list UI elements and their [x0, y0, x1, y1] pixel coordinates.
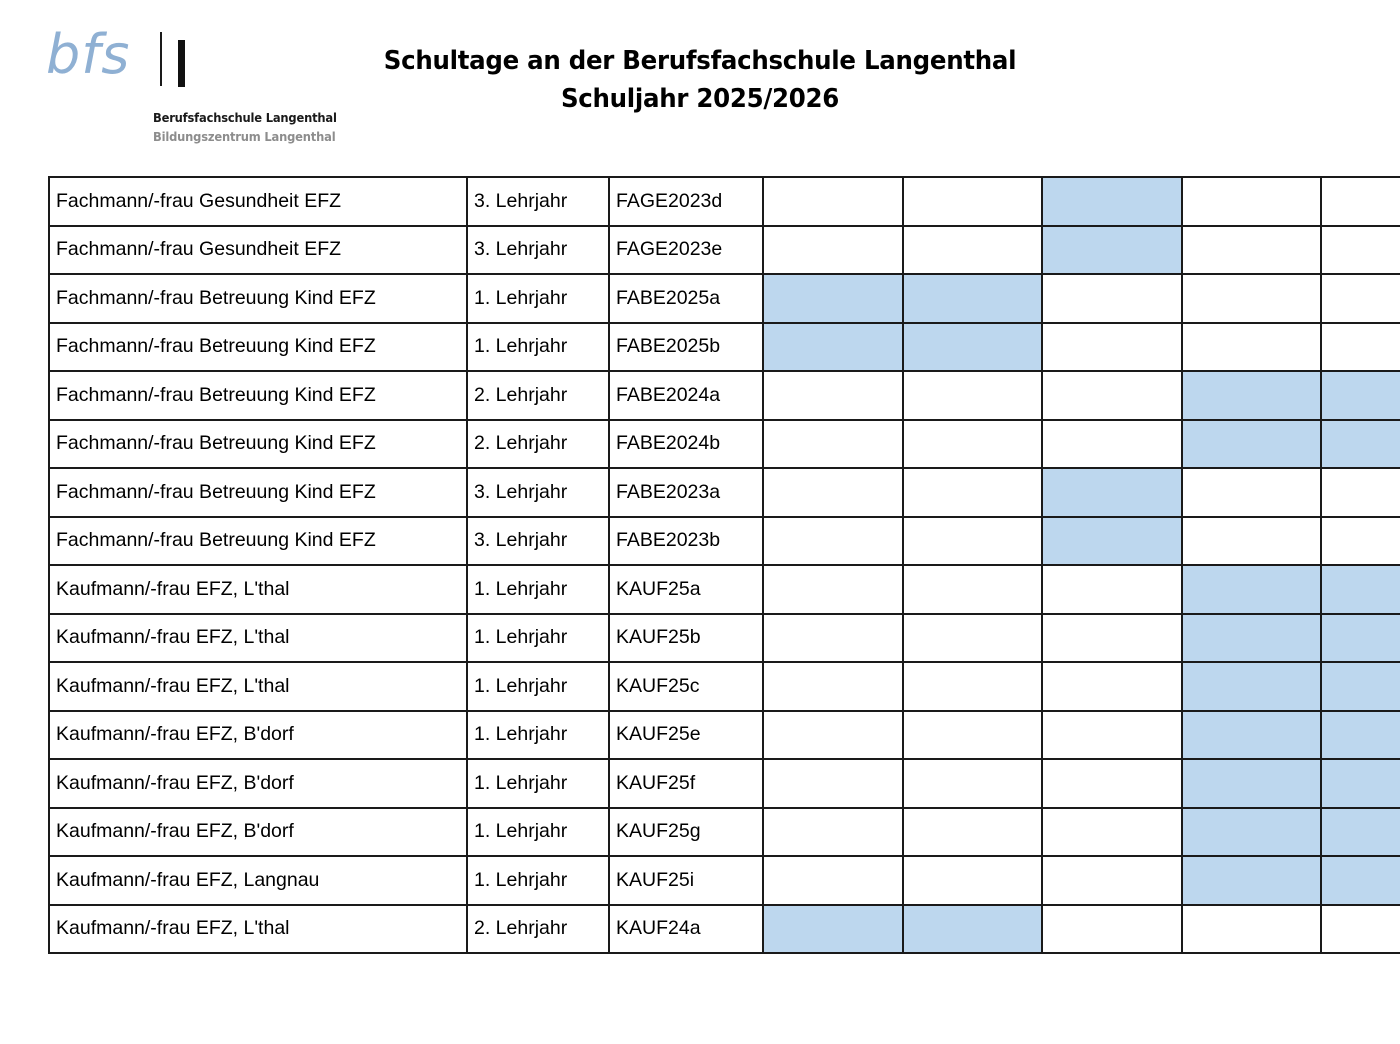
cell-schultag-empty — [903, 614, 1043, 663]
cell-schultag-empty — [1042, 420, 1182, 469]
cell-klasse: FAGE2023e — [609, 226, 763, 275]
cell-schultag-empty — [1321, 323, 1400, 372]
cell-schultag-empty — [903, 856, 1043, 905]
cell-schultag-empty — [903, 565, 1043, 614]
table-row — [49, 371, 1400, 420]
cell-schultag-marked — [1182, 711, 1322, 760]
cell-beruf: Fachmann/-frau Betreuung Kind EFZ — [49, 274, 467, 323]
cell-schultag-empty — [1042, 759, 1182, 808]
cell-beruf: Kaufmann/-frau EFZ, B'dorf — [49, 759, 467, 808]
cell-lehrjahr: 1. Lehrjahr — [467, 662, 609, 711]
cell-schultag-empty — [1042, 905, 1182, 954]
table-row — [49, 517, 1400, 566]
cell-klasse: FABE2023a — [609, 468, 763, 517]
cell-lehrjahr: 2. Lehrjahr — [467, 420, 609, 469]
table-row — [49, 711, 1400, 760]
cell-schultag-empty — [763, 711, 903, 760]
cell-schultag-marked — [1182, 565, 1322, 614]
cell-lehrjahr: 1. Lehrjahr — [467, 323, 609, 372]
cell-schultag-marked — [1321, 420, 1400, 469]
cell-schultag-marked — [1042, 517, 1182, 566]
cell-schultag-empty — [1042, 274, 1182, 323]
table-row — [49, 856, 1400, 905]
cell-schultag-empty — [903, 420, 1043, 469]
cell-schultag-marked — [1042, 177, 1182, 226]
table-row — [49, 662, 1400, 711]
cell-klasse: FABE2025b — [609, 323, 763, 372]
cell-klasse: KAUF25e — [609, 711, 763, 760]
cell-lehrjahr: 3. Lehrjahr — [467, 468, 609, 517]
cell-schultag-empty — [763, 565, 903, 614]
cell-beruf: Fachmann/-frau Betreuung Kind EFZ — [49, 323, 467, 372]
bfs-logo — [40, 23, 337, 146]
cell-beruf: Kaufmann/-frau EFZ, Langnau — [49, 856, 467, 905]
cell-schultag-marked — [1042, 226, 1182, 275]
cell-schultag-marked — [763, 905, 903, 954]
cell-beruf: Fachmann/-frau Gesundheit EFZ — [49, 177, 467, 226]
cell-schultag-empty — [1042, 614, 1182, 663]
cell-schultag-marked — [903, 905, 1043, 954]
table-row — [49, 759, 1400, 808]
cell-schultag-empty — [903, 662, 1043, 711]
cell-schultag-marked — [1182, 662, 1322, 711]
cell-schultag-marked — [1321, 808, 1400, 857]
schedule-table-body — [49, 177, 1400, 953]
cell-schultag-empty — [1182, 323, 1322, 372]
table-row — [49, 226, 1400, 275]
cell-schultag-marked — [1321, 856, 1400, 905]
cell-schultag-empty — [1321, 177, 1400, 226]
logo-school-name: Berufsfachschule Langenthal — [153, 110, 337, 125]
table-row — [49, 808, 1400, 857]
cell-schultag-empty — [763, 177, 903, 226]
cell-schultag-empty — [1321, 274, 1400, 323]
cell-schultag-marked — [763, 274, 903, 323]
cell-schultag-empty — [1321, 905, 1400, 954]
schedule-table — [48, 176, 1400, 954]
cell-klasse: KAUF25b — [609, 614, 763, 663]
cell-schultag-empty — [763, 226, 903, 275]
cell-lehrjahr: 1. Lehrjahr — [467, 808, 609, 857]
logo-thin-bar-icon — [160, 32, 162, 86]
cell-lehrjahr: 1. Lehrjahr — [467, 274, 609, 323]
cell-schultag-marked — [763, 323, 903, 372]
cell-lehrjahr: 2. Lehrjahr — [467, 371, 609, 420]
cell-lehrjahr: 1. Lehrjahr — [467, 711, 609, 760]
cell-schultag-empty — [1042, 565, 1182, 614]
cell-beruf: Fachmann/-frau Betreuung Kind EFZ — [49, 371, 467, 420]
cell-schultag-marked — [903, 274, 1043, 323]
cell-schultag-marked — [1182, 808, 1322, 857]
table-row — [49, 420, 1400, 469]
cell-lehrjahr: 1. Lehrjahr — [467, 565, 609, 614]
cell-schultag-empty — [1182, 905, 1322, 954]
cell-schultag-empty — [1182, 274, 1322, 323]
cell-schultag-marked — [1182, 371, 1322, 420]
cell-klasse: FABE2023b — [609, 517, 763, 566]
cell-beruf: Kaufmann/-frau EFZ, L'thal — [49, 565, 467, 614]
cell-schultag-empty — [1182, 177, 1322, 226]
cell-beruf: Kaufmann/-frau EFZ, L'thal — [49, 905, 467, 954]
cell-schultag-marked — [1182, 614, 1322, 663]
cell-schultag-empty — [903, 517, 1043, 566]
cell-klasse: FABE2025a — [609, 274, 763, 323]
cell-beruf: Fachmann/-frau Betreuung Kind EFZ — [49, 420, 467, 469]
cell-schultag-empty — [1042, 662, 1182, 711]
schedule-table-container — [48, 176, 1348, 954]
cell-schultag-empty — [903, 371, 1043, 420]
cell-schultag-empty — [903, 468, 1043, 517]
cell-schultag-empty — [903, 808, 1043, 857]
page-header — [0, 0, 1400, 160]
cell-schultag-marked — [1321, 759, 1400, 808]
cell-schultag-marked — [1321, 662, 1400, 711]
page-title — [340, 42, 1060, 118]
cell-schultag-empty — [1182, 226, 1322, 275]
table-row — [49, 905, 1400, 954]
page-title-line-2: Schuljahr 2025/2026 — [560, 84, 840, 114]
cell-schultag-empty — [763, 420, 903, 469]
page-title-line-1: Schultage an der Berufsfachschule Langenthal — [383, 46, 1017, 76]
cell-schultag-empty — [1042, 808, 1182, 857]
cell-klasse: KAUF25g — [609, 808, 763, 857]
cell-schultag-empty — [1182, 468, 1322, 517]
table-row — [49, 468, 1400, 517]
cell-klasse: KAUF25f — [609, 759, 763, 808]
cell-schultag-empty — [1321, 226, 1400, 275]
cell-beruf: Kaufmann/-frau EFZ, B'dorf — [49, 711, 467, 760]
logo-thick-bar-icon — [178, 40, 185, 87]
cell-schultag-empty — [763, 614, 903, 663]
cell-schultag-marked — [903, 323, 1043, 372]
cell-schultag-empty — [903, 759, 1043, 808]
cell-klasse: KAUF24a — [609, 905, 763, 954]
cell-lehrjahr: 2. Lehrjahr — [467, 905, 609, 954]
cell-schultag-empty — [1182, 517, 1322, 566]
table-row — [49, 274, 1400, 323]
cell-schultag-empty — [763, 371, 903, 420]
cell-schultag-empty — [1321, 468, 1400, 517]
cell-beruf: Kaufmann/-frau EFZ, L'thal — [49, 662, 467, 711]
cell-beruf: Fachmann/-frau Betreuung Kind EFZ — [49, 517, 467, 566]
cell-schultag-empty — [903, 177, 1043, 226]
cell-schultag-empty — [763, 517, 903, 566]
cell-schultag-empty — [763, 759, 903, 808]
cell-schultag-marked — [1321, 565, 1400, 614]
cell-beruf: Fachmann/-frau Betreuung Kind EFZ — [49, 468, 467, 517]
cell-schultag-marked — [1182, 420, 1322, 469]
cell-klasse: FAGE2023d — [609, 177, 763, 226]
cell-schultag-empty — [903, 711, 1043, 760]
cell-schultag-empty — [1321, 517, 1400, 566]
cell-lehrjahr: 1. Lehrjahr — [467, 856, 609, 905]
cell-schultag-empty — [1042, 323, 1182, 372]
table-row — [49, 177, 1400, 226]
table-row — [49, 323, 1400, 372]
cell-schultag-marked — [1182, 759, 1322, 808]
cell-schultag-empty — [903, 226, 1043, 275]
cell-beruf: Kaufmann/-frau EFZ, B'dorf — [49, 808, 467, 857]
logo-wordmark-text: bfs — [46, 23, 131, 86]
cell-schultag-empty — [1042, 711, 1182, 760]
cell-klasse: FABE2024a — [609, 371, 763, 420]
cell-schultag-marked — [1042, 468, 1182, 517]
table-row — [49, 614, 1400, 663]
cell-klasse: KAUF25a — [609, 565, 763, 614]
cell-lehrjahr: 1. Lehrjahr — [467, 759, 609, 808]
cell-lehrjahr: 3. Lehrjahr — [467, 177, 609, 226]
cell-schultag-empty — [763, 468, 903, 517]
cell-beruf: Fachmann/-frau Gesundheit EFZ — [49, 226, 467, 275]
cell-lehrjahr: 1. Lehrjahr — [467, 614, 609, 663]
cell-schultag-marked — [1321, 711, 1400, 760]
cell-schultag-empty — [1042, 856, 1182, 905]
table-row — [49, 565, 1400, 614]
cell-schultag-marked — [1321, 371, 1400, 420]
cell-lehrjahr: 3. Lehrjahr — [467, 517, 609, 566]
cell-schultag-marked — [1321, 614, 1400, 663]
cell-beruf: Kaufmann/-frau EFZ, L'thal — [49, 614, 467, 663]
cell-lehrjahr: 3. Lehrjahr — [467, 226, 609, 275]
cell-klasse: KAUF25i — [609, 856, 763, 905]
cell-klasse: FABE2024b — [609, 420, 763, 469]
cell-schultag-marked — [1182, 856, 1322, 905]
cell-schultag-empty — [763, 808, 903, 857]
logo-center-name: Bildungszentrum Langenthal — [153, 129, 336, 144]
cell-schultag-empty — [1042, 371, 1182, 420]
cell-schultag-empty — [763, 856, 903, 905]
cell-klasse: KAUF25c — [609, 662, 763, 711]
logo-mark — [40, 23, 330, 90]
cell-schultag-empty — [763, 662, 903, 711]
